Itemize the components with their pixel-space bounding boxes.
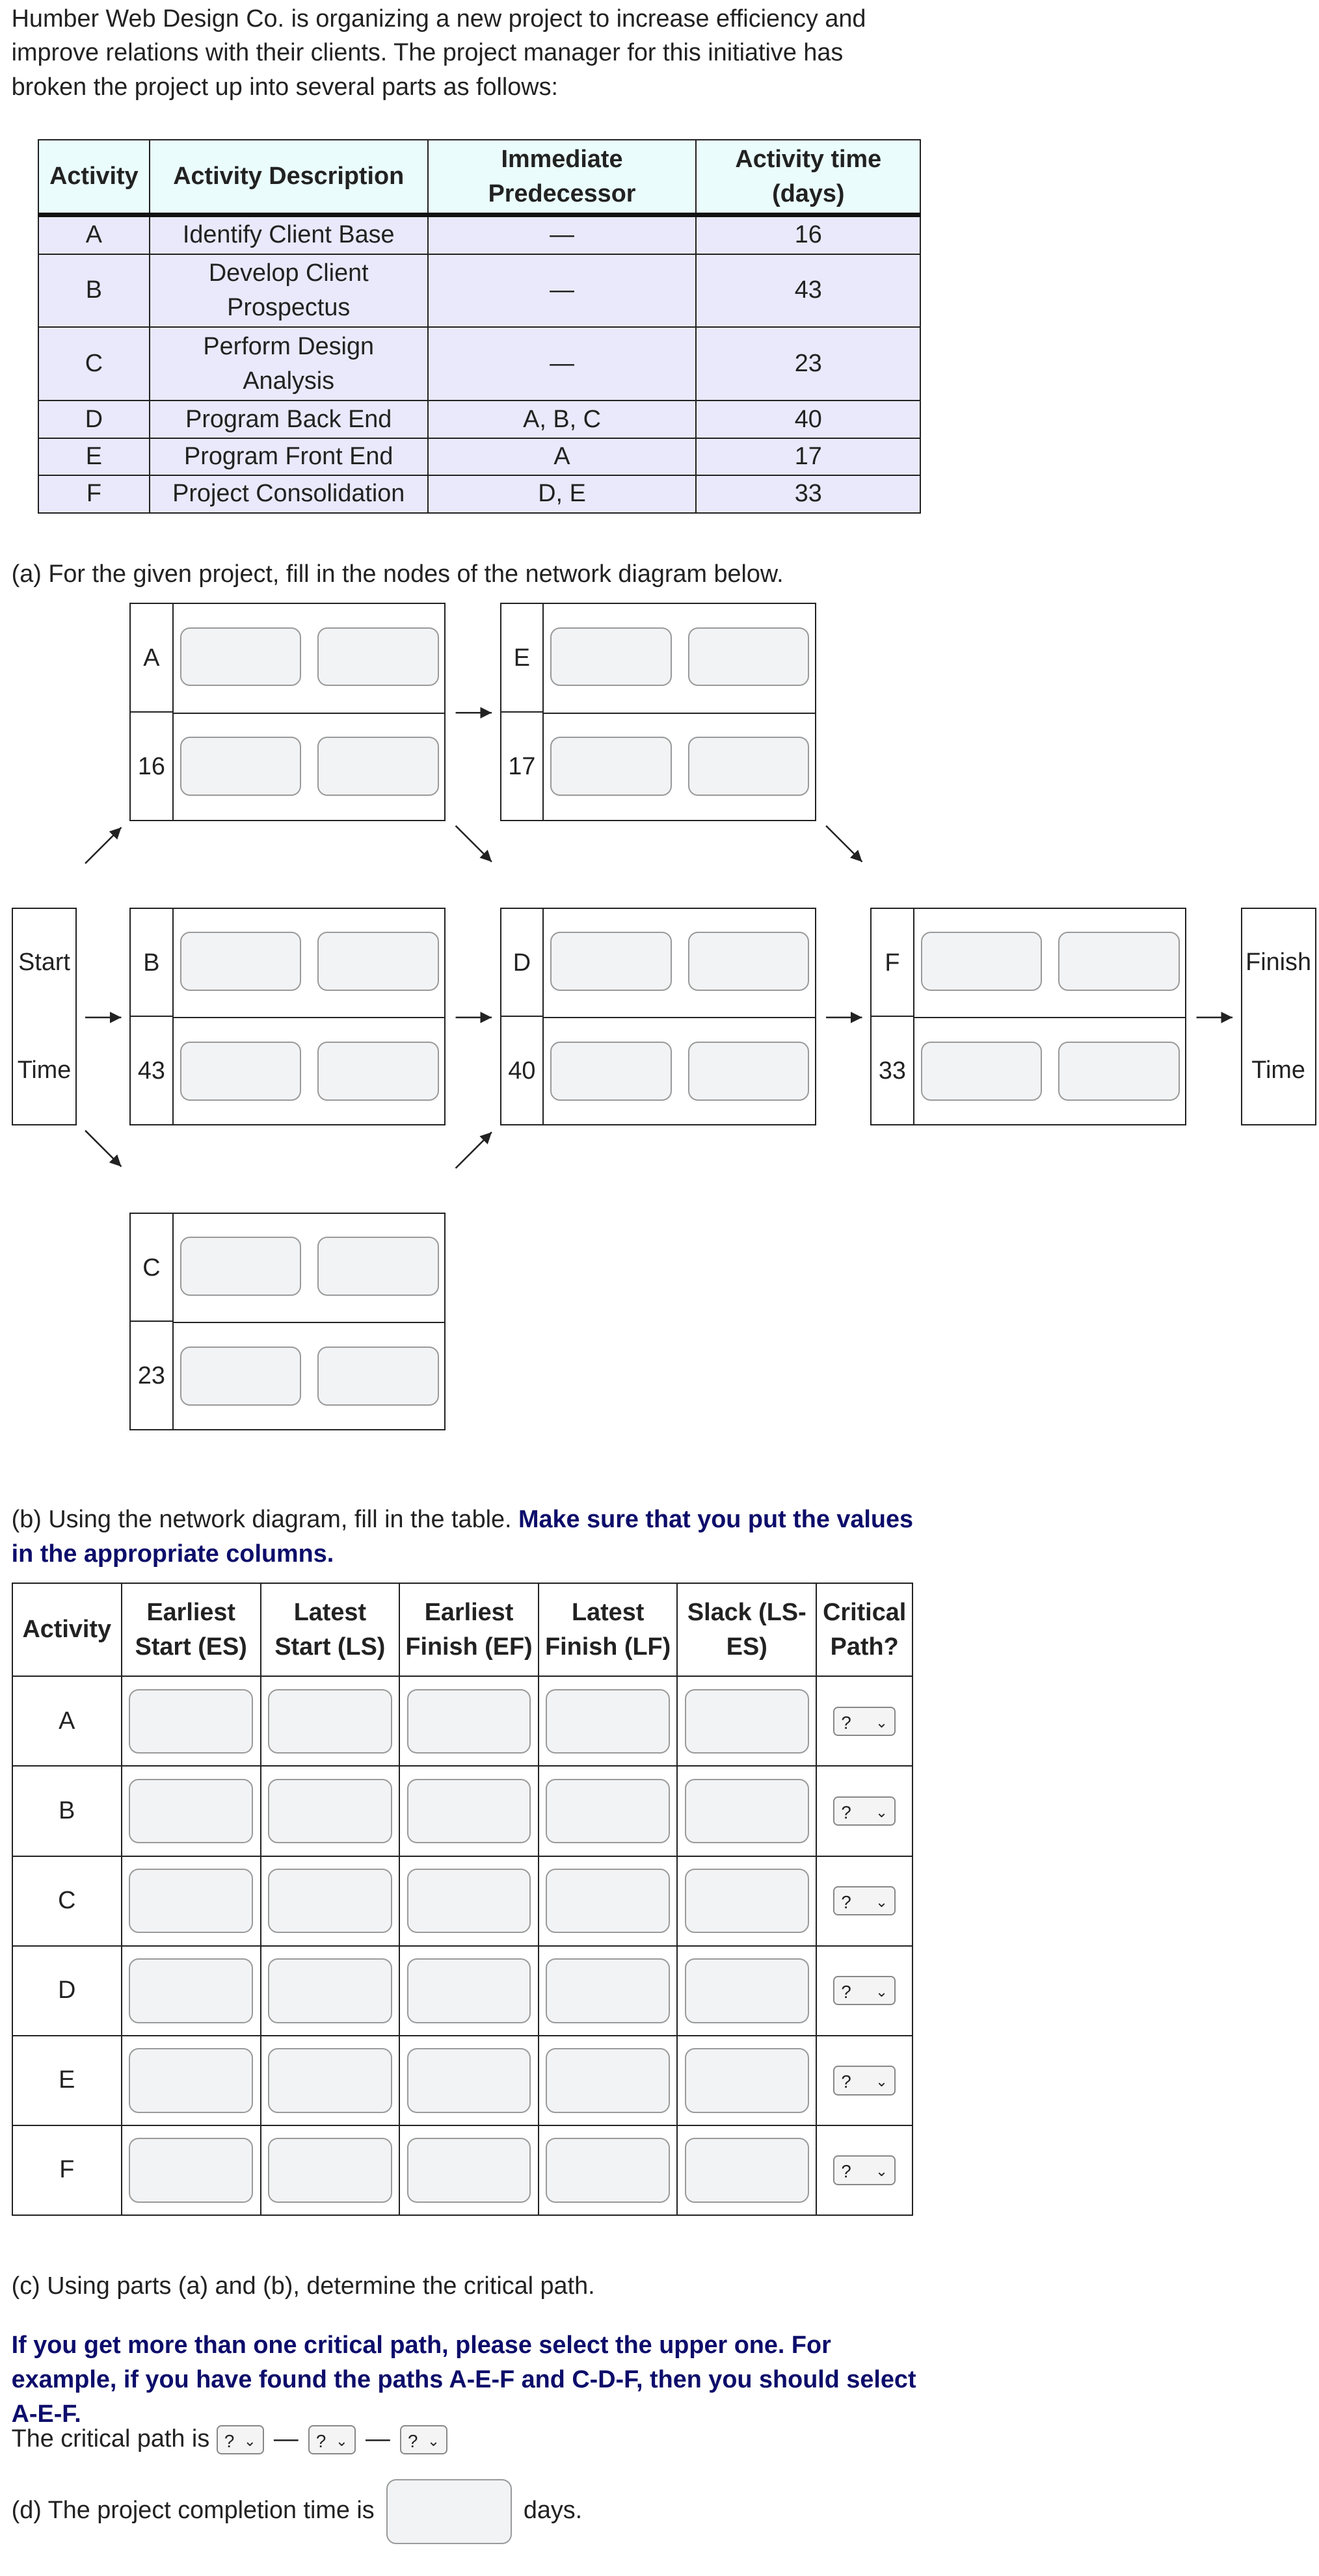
chevron-down-icon: ⌄ [875,2073,888,2090]
description-cell: Develop Client Prospectus [150,254,428,328]
es-input[interactable] [129,1689,252,1754]
slack-input[interactable] [685,1869,808,1934]
ls-input[interactable] [921,1042,1042,1101]
chevron-down-icon: ⌄ [875,1983,888,2001]
activity-cell: E [12,2036,122,2125]
ef-input[interactable] [1058,932,1179,991]
predecessor-cell: A [428,438,697,475]
finish-node [1241,908,1316,1125]
ls-input[interactable] [180,1347,301,1406]
lf-input[interactable] [317,1042,438,1101]
ls-input[interactable] [268,1869,392,1934]
chevron-down-icon: ⌄ [335,2432,348,2449]
chevron-down-icon: ⌄ [875,1804,888,1820]
chevron-down-icon: ⌄ [875,1893,888,1911]
critical-select[interactable] [833,1976,896,2005]
lf-input[interactable] [317,737,438,796]
critical-select[interactable] [833,1707,896,1736]
select-value: ? [841,1802,851,1822]
critical-path-select-3[interactable] [400,2425,447,2454]
chevron-down-icon: ⌄ [875,1713,888,1731]
es-input[interactable] [550,932,671,991]
results-table [12,1583,914,2215]
table-row [12,1946,913,2036]
select-value: ? [408,2430,418,2451]
node-d [500,908,816,1125]
lf-input[interactable] [688,1042,809,1101]
ef-input[interactable] [407,1689,531,1754]
time-cell: 16 [696,215,920,254]
path-separator: — [366,2425,390,2452]
description-cell: Program Back End [150,401,428,438]
activity-cell: C [38,327,150,401]
es-input[interactable] [180,627,301,687]
time-cell: 23 [696,327,920,401]
time-cell: 33 [696,475,920,512]
select-value: ? [841,2071,851,2092]
start-time-label: Time [17,1056,72,1084]
path-separator: — [273,2425,299,2452]
ls-input[interactable] [180,737,301,796]
node-label: C [131,1214,174,1322]
node-a [129,603,446,821]
description-cell: Perform Design Analysis [150,327,428,401]
table-row [12,1856,913,1946]
critical-select[interactable] [833,2155,896,2185]
header-slack: Slack (LS-ES) [677,1583,816,1676]
node-time: 16 [131,713,174,821]
part-c-emphasis: If you get more than one critical path, please select the upper one. For example, if you have found the paths A-E-F and C-D-F, then you should select A-E-F. [11,2331,916,2428]
es-input[interactable] [129,1869,252,1934]
header-activity: Activity [12,1583,122,1676]
table-row [12,2036,913,2125]
node-label: F [872,909,914,1017]
select-value: ? [841,2161,851,2182]
lf-input[interactable] [688,737,809,796]
select-value: ? [841,1712,851,1733]
lf-input[interactable] [1058,1042,1179,1101]
table-row [12,1766,913,1856]
critical-path-select-2[interactable] [308,2425,356,2454]
slack-input[interactable] [685,1689,808,1754]
lf-input[interactable] [546,1779,669,1844]
part-b-text [12,1503,922,1571]
ef-input[interactable] [688,932,809,991]
es-input[interactable] [129,1958,252,2023]
select-value: ? [841,1982,851,2003]
lf-input[interactable] [546,2138,669,2203]
node-c [129,1213,446,1430]
description-cell: Identify Client Base [150,215,428,254]
arrow-a-d [456,826,492,861]
node-f [870,908,1186,1125]
intro-text: Humber Web Design Co. is organizing a new project to increase efficiency and improve relations with their clients. The project manager for this initiative has broken the project up into several parts as follows: [11,5,866,101]
header-ef: Earliest Finish (EF) [399,1583,539,1676]
node-b [129,908,446,1125]
ef-input[interactable] [317,1237,438,1296]
lf-input[interactable] [546,2048,669,2113]
ef-input[interactable] [407,2048,531,2113]
ef-input[interactable] [407,2138,531,2203]
ef-input[interactable] [688,627,809,687]
activity-cell: A [12,1676,122,1766]
completion-time-input[interactable] [386,2479,512,2544]
part-a-text: (a) For the given project, fill in the nodes of the network diagram below. [11,560,784,588]
activity-cell: F [38,475,150,512]
chevron-down-icon: ⌄ [243,2432,256,2449]
ef-input[interactable] [407,1779,531,1844]
node-time: 17 [501,713,544,821]
node-time: 23 [131,1322,174,1430]
es-input[interactable] [129,2048,252,2113]
chevron-down-icon: ⌄ [427,2432,440,2449]
es-input[interactable] [180,932,301,991]
ls-input[interactable] [268,1958,392,2023]
header-predecessor: Immediate Predecessor [428,140,697,215]
ef-input[interactable] [407,1869,531,1934]
time-cell: 17 [696,438,920,475]
critical-path-select-1[interactable] [217,2425,264,2454]
lf-input[interactable] [317,1347,438,1406]
es-input[interactable] [180,1237,301,1296]
arrow-start-c [85,1131,121,1166]
activity-cell: C [12,1856,122,1946]
node-time: 33 [872,1017,914,1125]
description-cell: Project Consolidation [150,475,428,512]
select-value: ? [315,2430,326,2451]
time-cell: 43 [696,254,920,328]
header-description: Activity Description [150,140,428,215]
ls-input[interactable] [550,737,671,796]
completion-time-suffix: days. [523,2496,583,2524]
predecessor-cell: — [428,254,697,328]
table-row [12,2125,913,2215]
es-input[interactable] [921,932,1042,991]
es-input[interactable] [129,1779,252,1844]
completion-time-prefix: (d) The project completion time is [11,2496,375,2524]
finish-label: Finish [1246,948,1311,976]
slack-input[interactable] [685,1958,808,2023]
start-label: Start [18,948,70,976]
arrow-e-f [826,826,862,861]
node-time: 40 [501,1017,544,1125]
header-es: Earliest Start (ES) [122,1583,261,1676]
lf-input[interactable] [546,1958,669,2023]
critical-select[interactable] [833,1886,896,1915]
ls-input[interactable] [550,1042,671,1101]
arrow-c-d [456,1132,492,1168]
ls-input[interactable] [268,1689,392,1754]
ls-input[interactable] [268,1779,392,1844]
node-label: D [501,909,544,1017]
activity-cell: F [12,2125,122,2215]
node-label: B [131,909,174,1017]
ls-input[interactable] [268,2048,392,2113]
critical-path-prompt: The critical path is [11,2425,210,2452]
activity-cell: B [12,1766,122,1856]
slack-input[interactable] [685,2138,808,2203]
predecessor-cell: D, E [428,475,697,512]
time-cell: 40 [696,401,920,438]
node-time: 43 [131,1017,174,1125]
header-lf: Latest Finish (LF) [539,1583,678,1676]
slack-input[interactable] [685,2048,808,2113]
select-value: ? [224,2430,235,2451]
description-cell: Program Front End [150,438,428,475]
part-c-text: (c) Using parts (a) and (b), determine the critical path. [11,2272,595,2300]
ef-input[interactable] [407,1958,531,2023]
lf-input[interactable] [546,1689,669,1754]
slack-input[interactable] [685,1779,808,1844]
header-time: Activity time (days) [696,140,920,215]
critical-select[interactable] [833,2066,896,2095]
part-b-emphasis: Make sure that you put the values in the appropriate columns. [11,1505,914,1568]
es-input[interactable] [550,627,671,687]
chevron-down-icon: ⌄ [875,2162,888,2180]
predecessor-cell: — [428,327,697,401]
header-activity: Activity [38,140,150,215]
node-label: A [131,604,174,712]
part-b-instruction: (b) Using the network diagram, fill in the table. [11,1505,519,1533]
select-value: ? [841,1892,851,1913]
predecessor-cell: A, B, C [428,401,697,438]
node-label: E [501,604,544,712]
critical-select[interactable] [833,1796,896,1826]
activity-cell: D [12,1946,122,2036]
ls-input[interactable] [268,2138,392,2203]
arrow-start-a [85,828,121,863]
predecessor-cell: — [428,215,697,254]
finish-time-label: Time [1251,1056,1305,1084]
header-ls: Latest Start (LS) [261,1583,400,1676]
es-input[interactable] [129,2138,252,2203]
activity-cell: B [38,254,150,328]
table-row [12,1676,913,1766]
start-node [12,908,77,1125]
activity-cell: A [38,215,150,254]
lf-input[interactable] [546,1869,669,1934]
completion-time-row [12,2479,583,2544]
activity-cell: D [38,401,150,438]
ef-input[interactable] [317,932,438,991]
header-critical: Critical Path? [816,1583,913,1676]
ef-input[interactable] [317,627,438,687]
critical-path-row [12,2422,447,2456]
ls-input[interactable] [180,1042,301,1101]
node-e [500,603,816,821]
activity-cell: E [38,438,150,475]
